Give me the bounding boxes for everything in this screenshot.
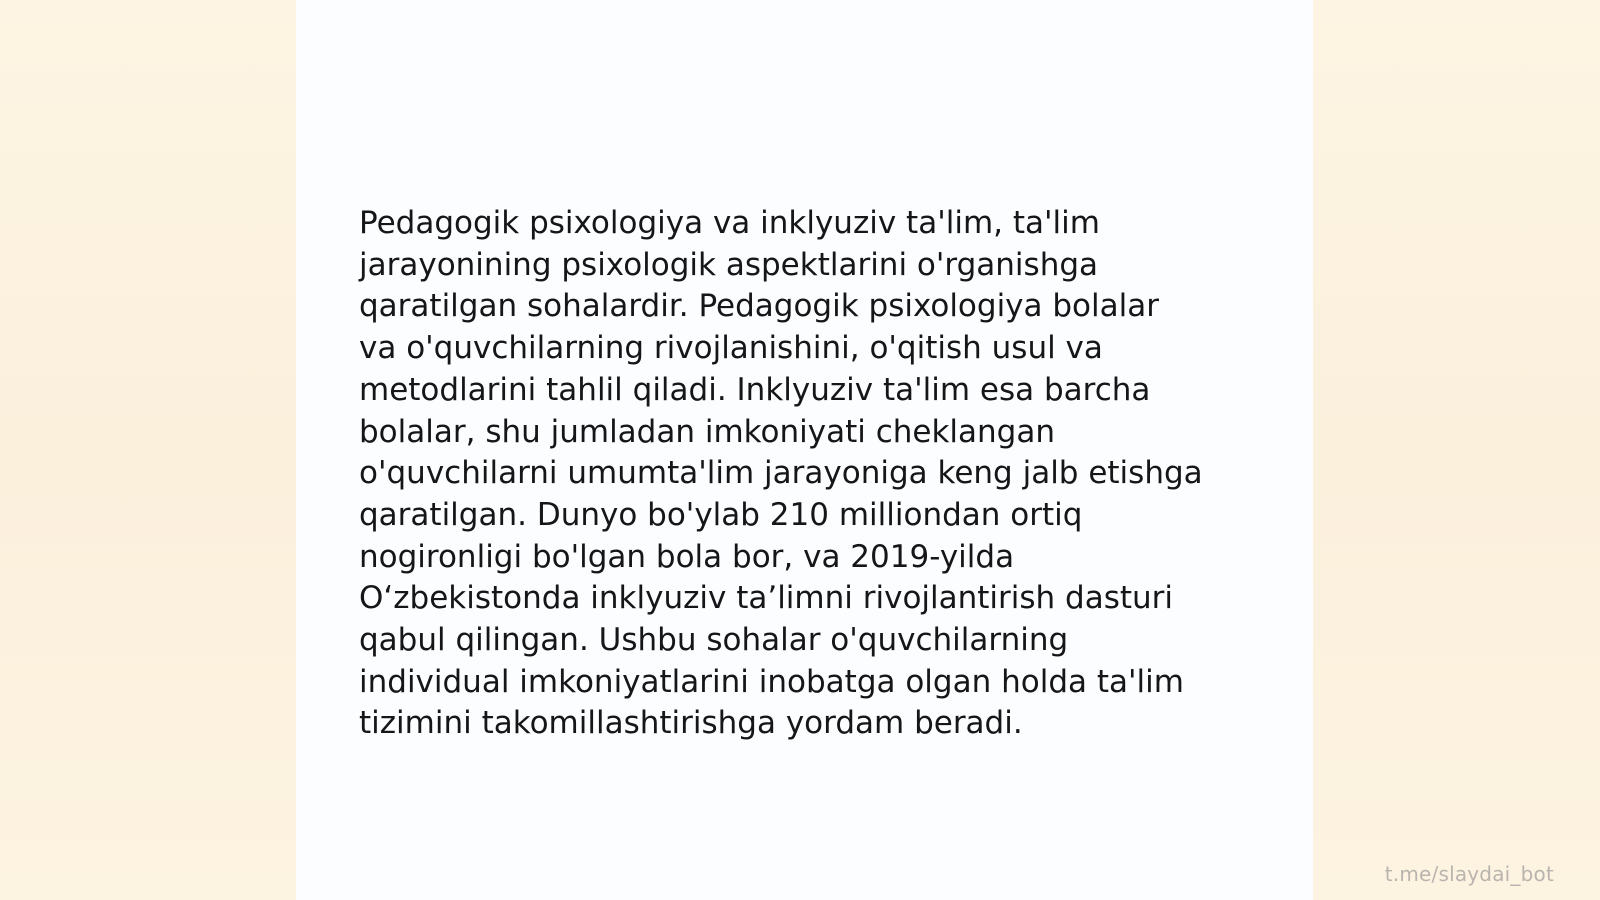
watermark-link: t.me/slaydai_bot xyxy=(1384,862,1554,886)
right-background-strip xyxy=(1313,0,1600,900)
slide-body-text: Pedagogik psixologiya va inklyuziv ta'lim, ta'lim jarayonining psixologik aspektlarini o'rganishga qaratilgan sohalardir. Pedagogik psixologiya bolalar va o'quvchilarning rivojlanishini, o'qitish usul va metodlarini tahlil qiladi. Inklyuziv ta'lim esa barcha bolalar, shu jumladan imkoniyati cheklangan o'quvchilarni umumta'lim jarayoniga keng jalb etishga qaratilgan. Dunyo bo'ylab 210 milliondan ortiq nogironligi bo'lgan bola bor, va 2019-yilda O‘zbekistonda inklyuziv ta’limni rivojlantirish dasturi qabul qilingan. Ushbu sohalar o'quvchilarning individual imkoniyatlarini inobatga olgan holda ta'lim tizimini takomillashtirishga yordam beradi. xyxy=(359,205,1203,742)
left-background-strip xyxy=(0,0,296,900)
